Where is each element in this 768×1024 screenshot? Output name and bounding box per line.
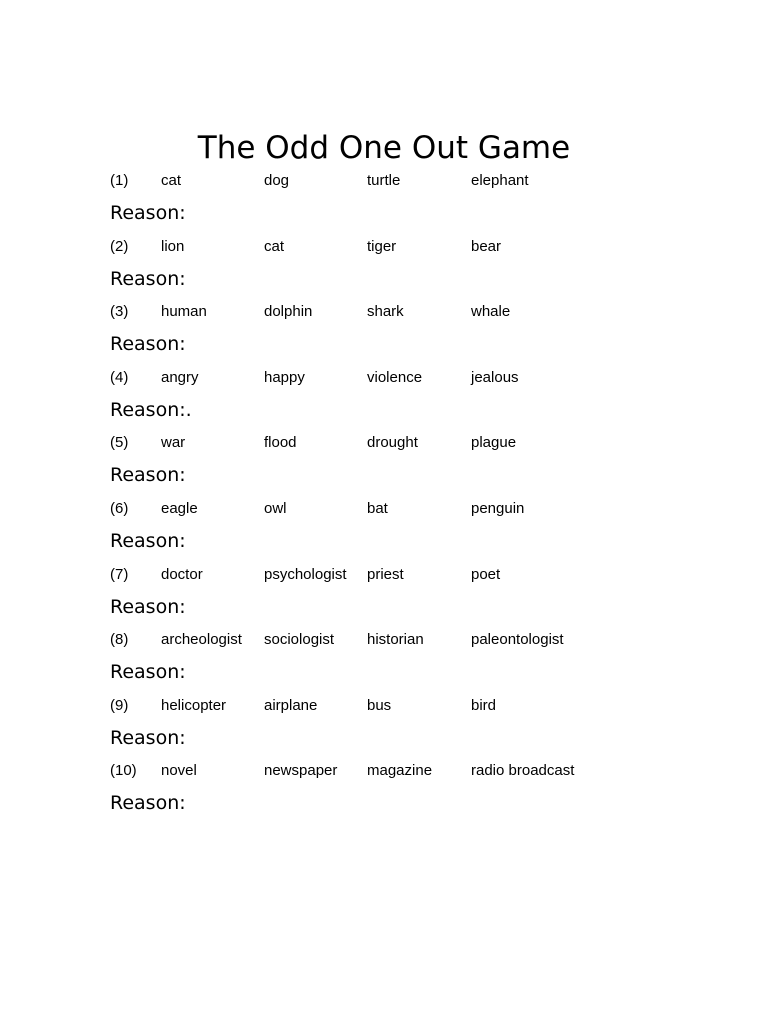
word-option: drought	[367, 434, 418, 452]
reason-label: Reason:	[110, 595, 186, 618]
question-number: (1)	[110, 172, 129, 189]
word-option: paleontologist	[471, 631, 564, 649]
word-option: dog	[264, 172, 290, 189]
word-option: whale	[471, 303, 511, 321]
word-option: lion	[161, 237, 185, 255]
word-row	[110, 566, 710, 584]
word-option: newspaper	[264, 762, 338, 780]
word-option: poet	[471, 565, 501, 583]
question-item-6	[110, 500, 710, 566]
word-option: war	[161, 434, 186, 452]
reason-label: Reason:	[110, 464, 186, 487]
question-number: (6)	[110, 499, 129, 517]
reason-label: Reason:.	[110, 398, 192, 421]
word-option: radio broadcast	[471, 762, 575, 780]
word-option: owl	[264, 499, 287, 517]
word-row	[110, 238, 710, 256]
word-option: sociologist	[264, 631, 335, 649]
reason-label: Reason:	[110, 661, 186, 684]
question-item-10	[110, 762, 710, 828]
question-item-4	[110, 369, 710, 435]
word-option: eagle	[161, 499, 198, 517]
reason-label: Reason:	[110, 529, 186, 552]
question-number: (7)	[110, 565, 129, 583]
reason-label: Reason:	[110, 267, 186, 290]
word-option: historian	[367, 631, 424, 649]
question-item-2	[110, 238, 710, 304]
word-row	[110, 434, 710, 452]
word-option: cat	[161, 172, 182, 189]
word-option: flood	[264, 434, 297, 452]
word-option: novel	[161, 762, 197, 780]
word-option: violence	[367, 368, 423, 386]
question-list	[110, 172, 710, 828]
word-option: archeologist	[161, 631, 242, 649]
word-option: airplane	[264, 696, 318, 714]
word-option: human	[161, 303, 207, 321]
word-option: shark	[367, 303, 404, 321]
word-option: bus	[367, 696, 392, 714]
question-item-7	[110, 566, 710, 632]
word-row	[110, 369, 710, 387]
reason-label: Reason:	[110, 792, 186, 815]
word-option: happy	[264, 368, 305, 386]
word-option: priest	[367, 565, 404, 583]
word-option: bat	[367, 499, 388, 517]
page-title: The Odd One Out Game	[197, 130, 571, 166]
word-option: tiger	[367, 237, 397, 255]
word-option: plague	[471, 434, 517, 452]
word-row	[110, 500, 710, 518]
question-item-8	[110, 631, 710, 697]
question-number: (9)	[110, 696, 129, 714]
word-option: elephant	[471, 172, 529, 189]
question-item-9	[110, 697, 710, 763]
question-number: (3)	[110, 303, 129, 321]
reason-label: Reason:	[110, 333, 186, 356]
word-option: jealous	[471, 368, 519, 386]
word-row	[110, 631, 710, 649]
word-option: bear	[471, 237, 502, 255]
word-option: angry	[161, 368, 199, 386]
word-option: cat	[264, 237, 285, 255]
question-number: (4)	[110, 368, 129, 386]
question-item-1	[110, 172, 710, 238]
question-item-3	[110, 303, 710, 369]
question-number: (10)	[110, 762, 137, 780]
word-row	[110, 303, 710, 321]
word-option: doctor	[161, 565, 203, 583]
question-number: (8)	[110, 631, 129, 649]
reason-label: Reason:	[110, 202, 186, 224]
word-option: turtle	[367, 172, 401, 189]
word-option: helicopter	[161, 696, 227, 714]
question-item-5	[110, 434, 710, 500]
word-option: penguin	[471, 499, 525, 517]
question-number: (5)	[110, 434, 129, 452]
word-row	[110, 762, 710, 780]
word-option: psychologist	[264, 565, 347, 583]
reason-label: Reason:	[110, 726, 186, 749]
word-option: bird	[471, 696, 497, 714]
question-number: (2)	[110, 237, 129, 255]
word-option: magazine	[367, 762, 433, 780]
word-row	[110, 697, 710, 715]
word-option: dolphin	[264, 303, 313, 321]
word-row	[110, 172, 710, 190]
